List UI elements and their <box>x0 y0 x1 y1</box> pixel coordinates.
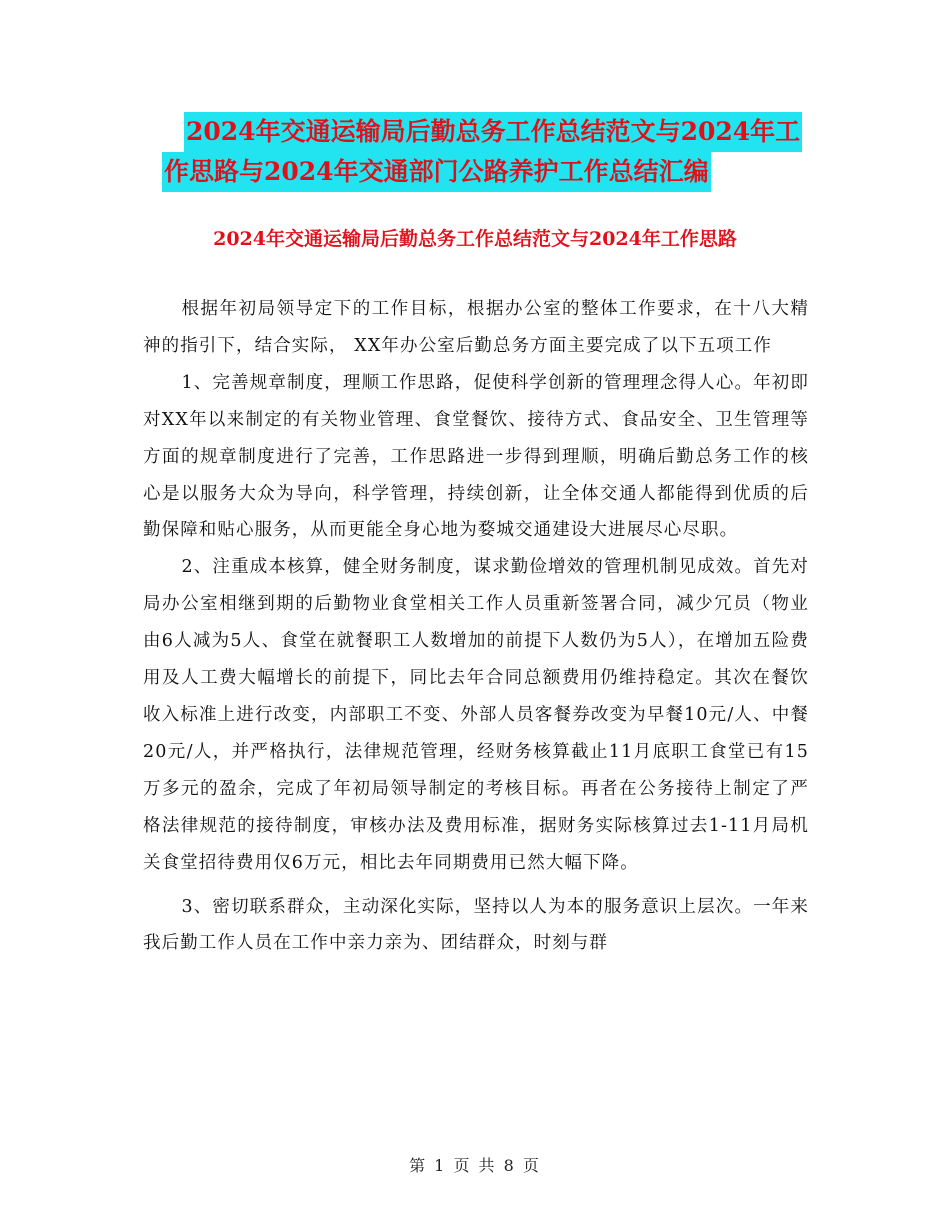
page-footer: 第 1 页 共 8 页 <box>409 1156 541 1175</box>
document-title <box>150 112 830 192</box>
paragraph-item-3: 3、密切联系群众，主动深化实际，坚持以人为本的服务意识上层次。一年来我后勤工作人员在工作中亲力亲为、团结群众，时刻与群 <box>143 896 809 954</box>
paragraph-item-1: 1、完善规章制度，理顺工作思路，促使科学创新的管理理念得人心。年初即对XX年以来制定的有关物业管理、食堂餐饮、接待方式、食品安全、卫生管理等方面的规章制度进行了完善，工作思路进一步得到理顺，明确后勤总务工作的核心是以服务大众为导向，科学管理，持续创新，让全体交通人都能得到优质的后勤保障和贴心服务，从而更能全身心地为婺城交通建设大进展尽心尽职。 <box>143 372 809 541</box>
document-title-line-2: 作思路与2024年交通部门公路养护工作总结汇编 <box>162 152 711 192</box>
section-title: 2024年交通运输局后勤总务工作总结范文与2024年工作思路 <box>213 228 737 250</box>
document-body <box>143 291 809 962</box>
document-title-line-1: 2024年交通运输局后勤总务工作总结范文与2024年工 <box>184 112 802 152</box>
paragraph-item-2: 2、注重成本核算，健全财务制度，谋求勤俭增效的管理机制见成效。首先对局办公室相继到期的后勤物业食堂相关工作人员重新签署合同，减少冗员（物业由6人减为5人、食堂在就餐职工人数增加的前提下人数仍为5人），在增加五险费用及人工费大幅增长的前提下，同比去年合同总额费用仍维持稳定。其次在餐饮收入标准上进行改变，内部职工不变、外部人员客餐券改变为早餐10元/人、中餐20元/人，并严格执行，法律规范管理，经财务核算截止11月底职工食堂已有15万多元的盈余，完成了年初局领导制定的考核目标。再者在公务接待上制定了严格法律规范的接待制度，审核办法及费用标准，据财务实际核算过去1-11月局机关食堂招待费用仅6万元，相比去年同期费用已然大幅下降。 <box>143 557 809 873</box>
paragraph-intro: 根据年初局领导定下的工作目标，根据办公室的整体工作要求，在十八大精神的指引下，结合实际， XX年办公室后勤总务方面主要完成了以下五项工作 <box>143 299 809 356</box>
